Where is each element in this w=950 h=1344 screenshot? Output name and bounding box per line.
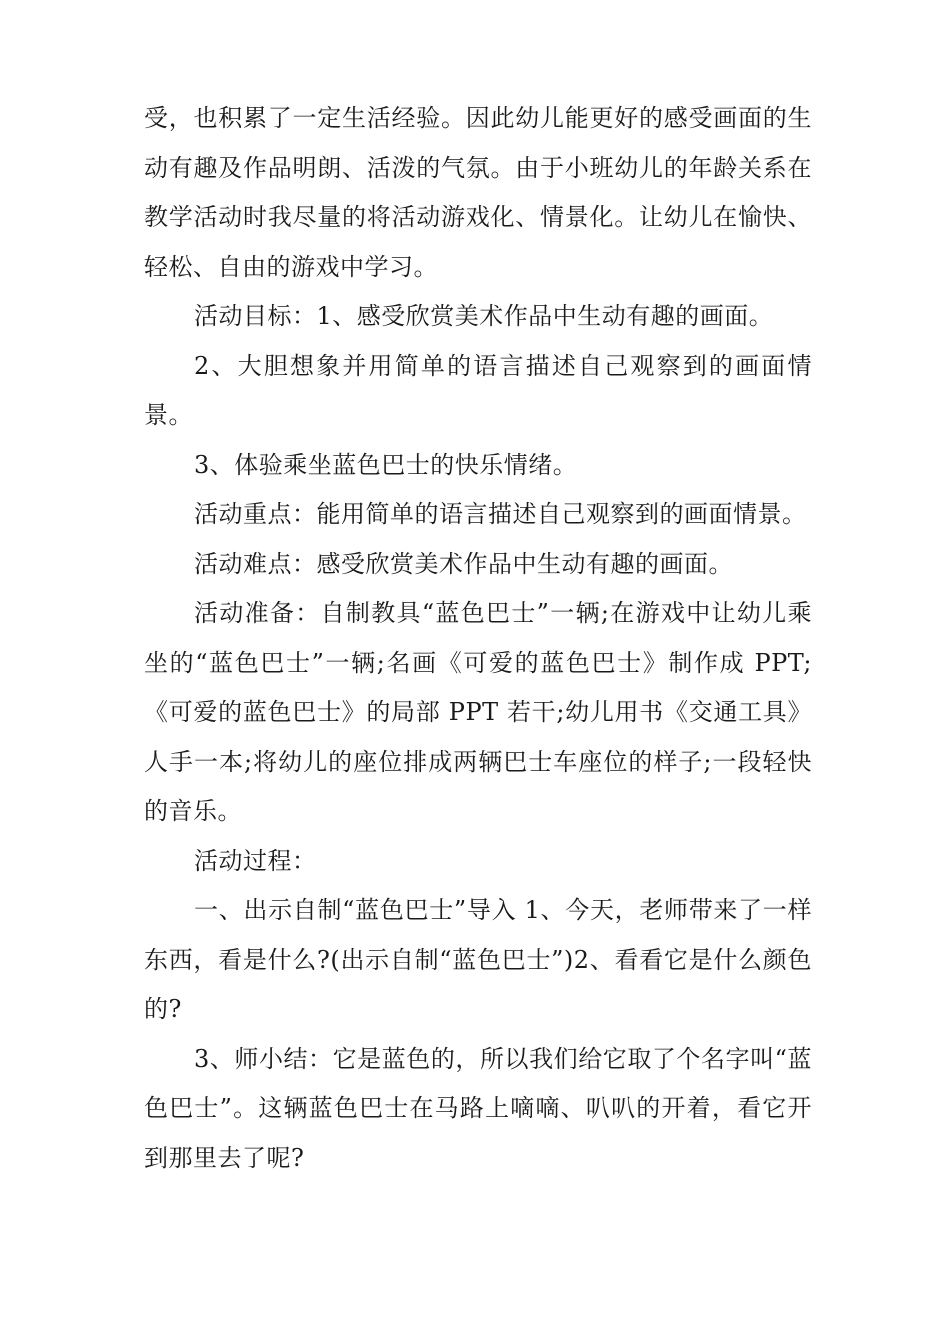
paragraph-activity-goal-2: 2、大胆想象并用简单的语言描述自己观察到的画面情景。 — [144, 351, 812, 429]
document-body — [144, 94, 812, 1183]
paragraph-activity-process-heading: 活动过程： — [194, 846, 317, 875]
paragraph-activity-preparation: 活动准备：自制教具“蓝色巴士”一辆;在游戏中让幼儿乘坐的“蓝色巴士”一辆;名画《可爱的蓝色巴士》制作成 PPT;《可爱的蓝色巴士》的局部 PPT 若干;幼儿用书《交通工具》人手一本;将幼儿的座位排成两辆巴士车座位的样子;一段轻快的音乐。 — [144, 599, 812, 825]
paragraph-activity-focus: 活动重点：能用简单的语言描述自己观察到的画面情景。 — [194, 500, 807, 528]
paragraph-process-step-1: 一、出示自制“蓝色巴士”导入 1、今天，老师带来了一样东西，看是什么?(出示自制“蓝色巴士”)2、看看它是什么颜色的? — [144, 896, 812, 1023]
paragraph-activity-difficulty: 活动难点：感受欣赏美术作品中生动有趣的画面。 — [194, 549, 733, 578]
paragraph-process-step-3: 3、师小结：它是蓝色的，所以我们给它取了个名字叫“蓝色巴士”。这辆蓝色巴士在马路上嘀嘀、叭叭的开着，看它开到那里去了呢? — [144, 1044, 812, 1172]
paragraph-activity-goal-3: 3、体验乘坐蓝色巴士的快乐情绪。 — [194, 450, 578, 479]
paragraph-activity-goal-1: 活动目标：1、感受欣赏美术作品中生动有趣的画面。 — [194, 302, 774, 330]
paragraph-intro-continued: 受，也积累了一定生活经验。因此幼儿能更好的感受画面的生动有趣及作品明朗、活泼的气氛。由于小班幼儿的年龄关系在教学活动时我尽量的将活动游戏化、情景化。让幼儿在愉快、轻松、自由的游戏中学习。 — [144, 104, 812, 281]
